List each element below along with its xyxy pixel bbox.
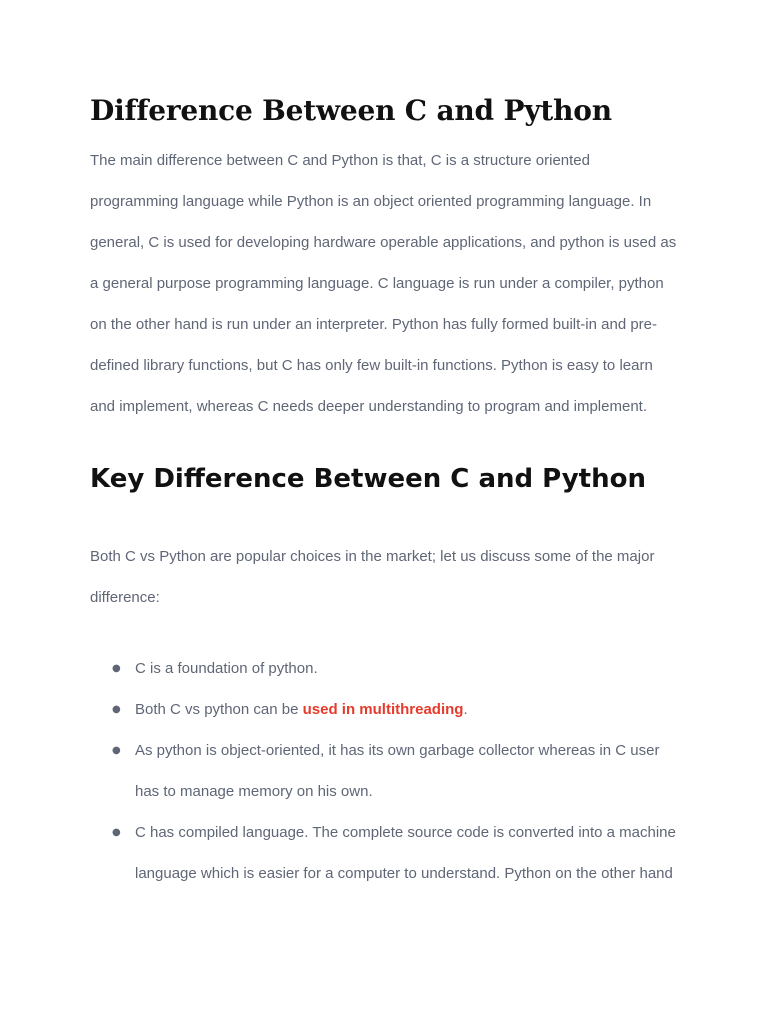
list-item-text-suffix: . bbox=[463, 701, 468, 718]
list-item-text: As python is object-oriented, it has its own garbage collector whereas in C user has to manage memory on his own. bbox=[135, 742, 660, 800]
intro-paragraph: The main difference between C and Python is that, C is a structure oriented programming language while Python is an object oriented programming language. In general, C is used for developing hardware operable applications, and python is used as a general purpose programming language. C language is run under a compiler, python on the other hand is run under an interpreter. Python has fully formed built-in and pre-defined library functions, but C has only few built-in functions. Python is easy to learn and implement, whereas C needs deeper understanding to program and implement. bbox=[90, 152, 677, 415]
multithreading-link[interactable]: used in multithreading bbox=[302, 701, 464, 718]
list-item bbox=[90, 812, 680, 894]
article-title: Difference Between C and Python bbox=[90, 94, 612, 127]
list-item bbox=[90, 648, 680, 689]
list-item-text-prefix: Both C vs python can be bbox=[135, 701, 303, 718]
list-item-text: C has compiled language. The complete source code is converted into a machine language which is easier for a computer to understand. Python on the other hand bbox=[135, 824, 676, 882]
difference-list bbox=[90, 648, 680, 894]
bullet-icon: ● bbox=[112, 704, 121, 715]
list-item bbox=[90, 689, 680, 730]
bullet-icon: ● bbox=[112, 827, 121, 838]
list-item bbox=[90, 730, 680, 812]
section-title: Key Difference Between C and Python bbox=[90, 464, 646, 494]
list-item-text: C is a foundation of python. bbox=[135, 660, 318, 677]
section-intro-paragraph: Both C vs Python are popular choices in the market; let us discuss some of the major difference: bbox=[90, 548, 655, 606]
bullet-icon: ● bbox=[112, 663, 121, 674]
article-content bbox=[90, 92, 680, 894]
bullet-icon: ● bbox=[112, 745, 121, 756]
